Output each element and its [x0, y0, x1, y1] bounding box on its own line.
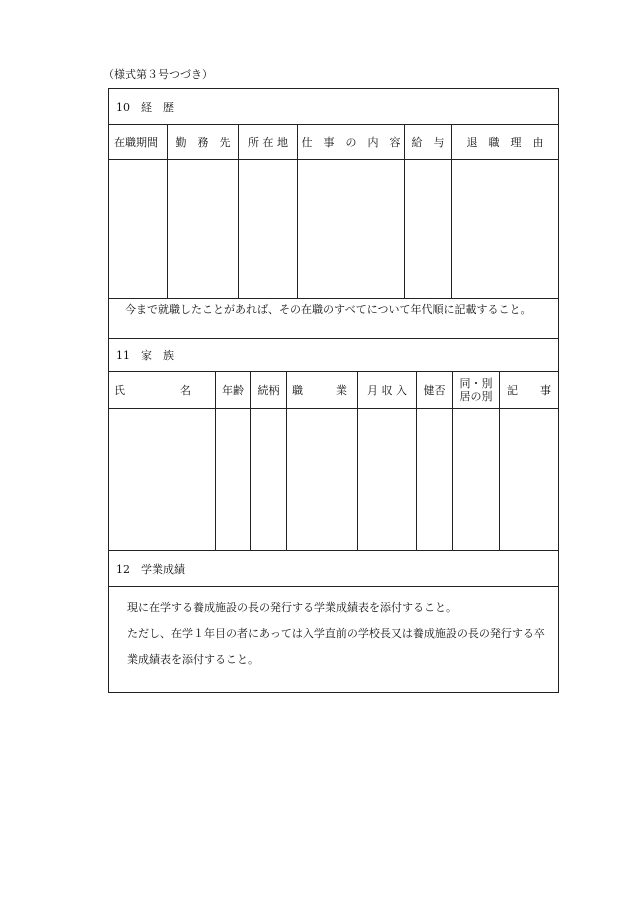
- form-table: [108, 88, 559, 693]
- family-header-cohabitation: [453, 372, 500, 408]
- career-cell-salary[interactable]: [405, 160, 452, 298]
- family-section-title: 11 家 族: [109, 339, 558, 372]
- career-cell-reason[interactable]: [452, 160, 558, 298]
- grades-line-2: [115, 621, 552, 673]
- family-cell-occupation[interactable]: [287, 409, 358, 550]
- career-cell-location[interactable]: [239, 160, 298, 298]
- family-header-age: 年齢: [216, 372, 251, 408]
- career-header-job-content: 仕 事 の 内 容: [298, 125, 405, 159]
- family-header-notes: 記 事: [507, 384, 551, 397]
- grades-line-2-text: ただし、在学１年目の者にあっては入学直前の学校長又は養成施設の長の発行する卒業成績表を添付すること。: [127, 627, 545, 666]
- career-cell-employer[interactable]: [168, 160, 239, 298]
- career-header-location: 所 在 地: [239, 125, 298, 159]
- form-label: （様式第３号つづき）: [103, 68, 213, 81]
- family-entry-area: [109, 409, 558, 551]
- career-note: [109, 299, 558, 339]
- career-header-period: 在職期間: [109, 125, 168, 159]
- career-section-title: 10 経 歴: [109, 89, 558, 125]
- family-cell-health[interactable]: [417, 409, 453, 550]
- family-header-relation: 続柄: [251, 372, 287, 408]
- career-cell-period[interactable]: [109, 160, 168, 298]
- family-cell-cohabitation[interactable]: [453, 409, 500, 550]
- career-entry-area: [109, 160, 558, 299]
- grades-body: [109, 587, 558, 692]
- family-header-income: 月 収 入: [358, 372, 417, 408]
- career-note-text: 今まで就職したことがあれば、その在職のすべてについて年代順に記載すること。: [125, 303, 532, 316]
- family-cell-relation[interactable]: [251, 409, 287, 550]
- family-cell-age[interactable]: [216, 409, 251, 550]
- family-header-occupation: 職 業: [287, 372, 358, 408]
- family-cell-notes[interactable]: [500, 409, 558, 550]
- career-header-employer: 勤 務 先: [168, 125, 239, 159]
- grades-line-1: 現に在学する養成施設の長の発行する学業成績表を添付すること。: [127, 601, 457, 614]
- family-header-row: [109, 372, 558, 409]
- career-header-salary: 給 与: [405, 125, 452, 159]
- career-header-row: [109, 125, 558, 160]
- family-header-health: 健否: [417, 372, 453, 408]
- family-header-name: 氏 名: [109, 372, 216, 408]
- family-cell-name[interactable]: [109, 409, 216, 550]
- career-cell-job-content[interactable]: [298, 160, 405, 298]
- career-header-reason: 退 職 理 由: [466, 136, 544, 149]
- family-header-cohabitation-line1: 同・別: [459, 377, 493, 390]
- family-header-cohabitation-line2: 居の別: [459, 390, 493, 403]
- family-cell-income[interactable]: [358, 409, 417, 550]
- grades-section-title: 12 学業成績: [109, 551, 558, 587]
